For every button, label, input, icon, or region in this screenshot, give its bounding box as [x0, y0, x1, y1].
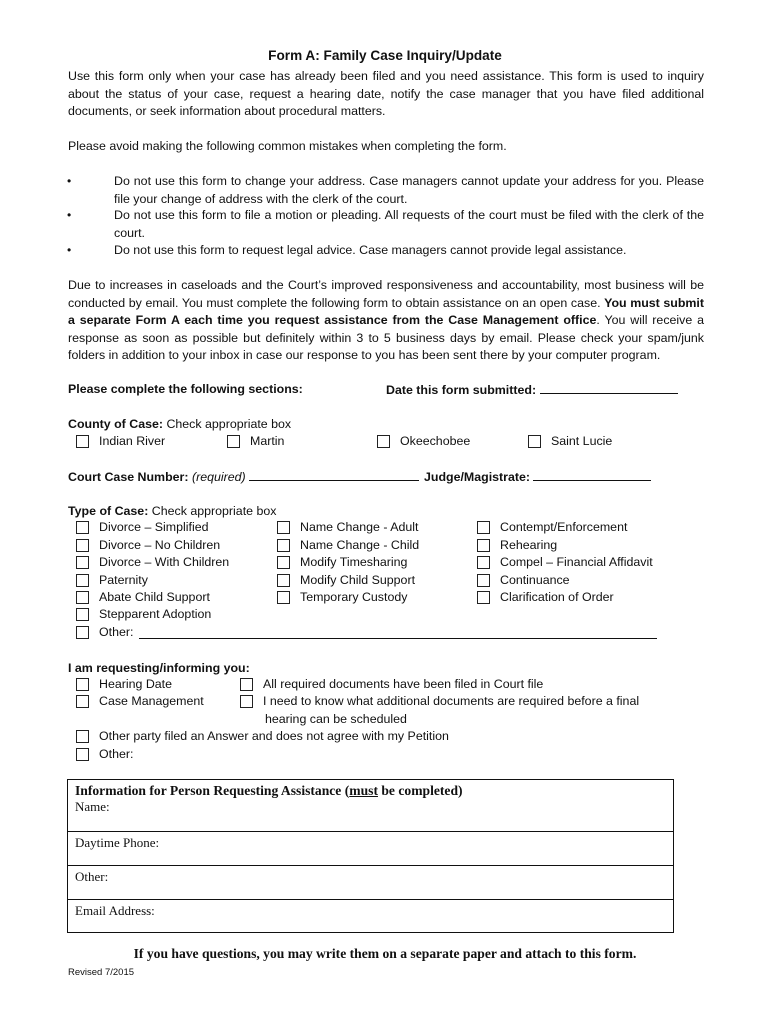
phone-label: Daytime Phone: [75, 835, 160, 850]
email-paragraph-text-2: . You will receive a response as soon as possible but definitely within 3 to 5 business days by email. Please check your spam/junk folders in addition to your inbox in case our response to you has been sent there by your computer program. [68, 313, 704, 362]
option-label: Modify Timesharing [300, 555, 408, 569]
date-field [386, 381, 678, 400]
email-paragraph-text: Due to increases in caseloads and the Court’s improved responsiveness and accountability, most business will be conducted by email. You must complete the following form to obtain assistance on an open case. [68, 278, 704, 310]
option-label: Other party filed an Answer and does not agree with my Petition [99, 729, 449, 743]
case-type-option[interactable] [277, 555, 407, 569]
request-option-other-party[interactable] [76, 729, 449, 743]
info-heading-text-2: be completed) [377, 783, 463, 798]
option-label: Stepparent Adoption [99, 607, 212, 621]
option-label-continued: hearing can be scheduled [265, 712, 407, 726]
option-label: Divorce – With Children [99, 555, 230, 569]
phone-row[interactable] [68, 831, 673, 865]
court-case-field [68, 468, 419, 487]
county-option-indian-river[interactable] [76, 434, 165, 448]
checkbox[interactable] [76, 521, 89, 534]
option-label: Compel – Financial Affidavit [500, 555, 653, 569]
case-type-option[interactable] [477, 590, 614, 604]
mistake-item: Do not use this form to change your address. Case managers cannot update your address for you. Please file your change of address with the clerk of the court. [114, 174, 704, 206]
checkbox[interactable] [76, 748, 89, 761]
option-label: Clarification of Order [500, 590, 614, 604]
county-heading [68, 416, 291, 434]
request-option-documents-filed[interactable] [240, 677, 543, 691]
checkbox[interactable] [277, 574, 290, 587]
intro-paragraph: Use this form only when your case has already been filed and you need assistance. This form is used to inquiry about the status of your case, request a hearing date, notify the case manager that you have filed additional documents, or seek information about procedural matters. [68, 69, 704, 118]
page-title: Form A: Family Case Inquiry/Update [268, 48, 502, 63]
checkbox[interactable] [277, 521, 290, 534]
option-label: I need to know what additional documents are required before a final [263, 694, 640, 708]
checkbox[interactable] [477, 521, 490, 534]
checkbox[interactable] [477, 574, 490, 587]
checkbox[interactable] [477, 556, 490, 569]
option-label: Name Change - Child [300, 538, 420, 552]
info-heading-must: must [349, 783, 378, 798]
checkbox[interactable] [76, 730, 89, 743]
checkbox[interactable] [477, 591, 490, 604]
email-row[interactable] [68, 899, 673, 932]
county-label: County of Case: [68, 417, 163, 431]
bullet-marker: • [67, 174, 72, 188]
judge-input-line[interactable] [533, 468, 651, 481]
name-row[interactable] [68, 780, 673, 831]
case-type-hint: Check appropriate box [151, 504, 277, 518]
option-label: Continuance [500, 573, 570, 587]
checkbox[interactable] [76, 626, 89, 639]
name-label: Name: [75, 799, 110, 814]
option-label: Divorce – No Children [99, 538, 221, 552]
judge-field [424, 468, 651, 487]
info-heading [75, 783, 666, 799]
option-label: Case Management [99, 694, 204, 708]
request-option-case-management[interactable] [76, 694, 204, 708]
option-label: Other: [99, 625, 134, 639]
info-heading-text: Information for Person Requesting Assistance ( [75, 783, 350, 798]
county-option-okeechobee[interactable] [377, 434, 470, 448]
checkbox[interactable] [240, 695, 253, 708]
option-label: Contempt/Enforcement [500, 520, 628, 534]
email-label: Email Address: [75, 903, 155, 918]
option-label: Temporary Custody [300, 590, 408, 604]
bullet-marker: • [67, 208, 72, 222]
case-type-option[interactable] [76, 607, 211, 621]
request-option-additional-documents[interactable] [240, 694, 639, 708]
case-type-option[interactable] [76, 520, 209, 534]
option-label: Modify Child Support [300, 573, 416, 587]
checkbox[interactable] [277, 556, 290, 569]
case-type-option[interactable] [277, 590, 407, 604]
sections-label: Please complete the following sections: [68, 382, 303, 396]
revision-date: Revised 7/2015 [68, 967, 135, 978]
requester-info-table [67, 779, 674, 933]
date-label: Date this form submitted: [386, 383, 537, 397]
option-label: Hearing Date [99, 677, 173, 691]
case-type-option[interactable] [277, 520, 418, 534]
email-paragraph [68, 277, 704, 365]
court-case-input-line[interactable] [249, 468, 419, 481]
request-option-hearing-date[interactable] [76, 677, 172, 691]
required-note: (required) [191, 470, 246, 484]
request-option-other[interactable] [76, 747, 133, 761]
case-type-other-input-line[interactable] [139, 626, 657, 639]
checkbox[interactable] [76, 695, 89, 708]
email-paragraph-bold: You must submit a separate Form A each time you request assistance from the Case Management office [68, 295, 704, 327]
footer-note: If you have questions, you may write them on a separate paper and attach to this form. [133, 946, 637, 961]
other-row[interactable] [68, 865, 673, 899]
bullet-marker: • [67, 243, 72, 257]
option-label: Okeechobee [400, 434, 471, 448]
checkbox[interactable] [240, 678, 253, 691]
checkbox[interactable] [227, 435, 240, 448]
county-option-saint-lucie[interactable] [528, 434, 612, 448]
requesting-label: I am requesting/informing you: [68, 661, 250, 675]
case-type-option[interactable] [76, 573, 148, 587]
case-type-option[interactable] [76, 590, 210, 604]
checkbox[interactable] [76, 574, 89, 587]
checkbox[interactable] [76, 556, 89, 569]
case-type-option[interactable] [477, 555, 653, 569]
option-label: Name Change - Adult [300, 520, 419, 534]
case-type-option[interactable] [477, 573, 570, 587]
other-label: Other: [75, 869, 109, 884]
mistake-item: Do not use this form to file a motion or pleading. All requests of the court must be filed with the clerk of the court. [114, 208, 704, 240]
option-label: Divorce – Simplified [99, 520, 209, 534]
date-input-line[interactable] [540, 381, 678, 394]
county-option-martin[interactable] [227, 434, 284, 448]
court-case-label: Court Case Number: [68, 470, 189, 484]
option-label: All required documents have been filed in Court file [263, 677, 544, 691]
option-label: Indian River [99, 434, 166, 448]
checkbox[interactable] [76, 591, 89, 604]
case-type-other[interactable] [76, 625, 657, 639]
case-type-option[interactable] [76, 538, 220, 552]
case-type-option[interactable] [477, 520, 627, 534]
checkbox[interactable] [76, 678, 89, 691]
checkbox[interactable] [76, 608, 89, 621]
county-hint: Check appropriate box [166, 417, 292, 431]
case-type-label: Type of Case: [68, 504, 149, 518]
option-label: Martin [250, 434, 285, 448]
judge-label: Judge/Magistrate: [424, 470, 531, 484]
checkbox[interactable] [477, 539, 490, 552]
option-label: Rehearing [500, 538, 558, 552]
case-type-option[interactable] [277, 573, 415, 587]
checkbox[interactable] [76, 435, 89, 448]
mistakes-heading: Please avoid making the following common mistakes when completing the form. [68, 139, 507, 153]
checkbox[interactable] [528, 435, 541, 448]
checkbox[interactable] [76, 539, 89, 552]
option-label: Saint Lucie [551, 434, 613, 448]
option-label: Paternity [99, 573, 148, 587]
checkbox[interactable] [377, 435, 390, 448]
checkbox[interactable] [277, 591, 290, 604]
mistake-item: Do not use this form to request legal advice. Case managers cannot provide legal assistance. [114, 243, 627, 257]
case-type-option[interactable] [277, 538, 419, 552]
checkbox[interactable] [277, 539, 290, 552]
option-label: Other: [99, 747, 134, 761]
option-label: Abate Child Support [99, 590, 210, 604]
case-type-option[interactable] [76, 555, 229, 569]
case-type-option[interactable] [477, 538, 557, 552]
case-type-heading [68, 503, 276, 521]
